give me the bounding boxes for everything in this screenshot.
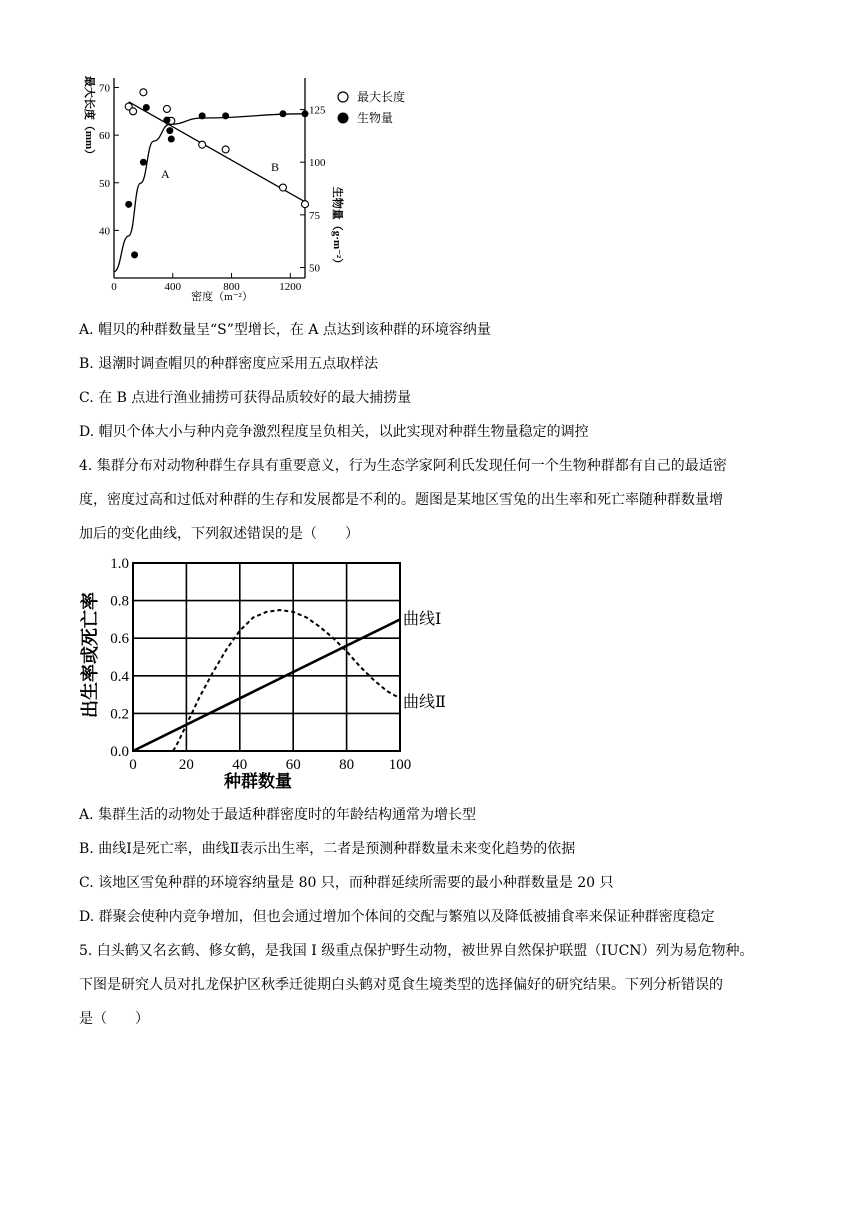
max-length-point bbox=[140, 89, 147, 96]
q4-stem-line-1: 4. 集群分布对动物种群生存具有重要意义，行为生态学家阿利氏发现任何一个生物种群都有自己的最适密 bbox=[79, 458, 727, 474]
chart2-x-tick-label: 80 bbox=[339, 757, 355, 773]
max-length-fit-line bbox=[129, 102, 305, 202]
right-tick-label: 50 bbox=[309, 262, 320, 275]
curve-ii-line bbox=[173, 610, 400, 751]
x-tick-label: 1200 bbox=[279, 281, 302, 293]
x-tick-label: 400 bbox=[164, 281, 182, 293]
x-axis-label-2: 种群数量 bbox=[224, 772, 292, 791]
point-label-a: A bbox=[161, 167, 170, 181]
biomass-point bbox=[131, 251, 138, 258]
legend-open-circle-icon bbox=[338, 92, 348, 102]
chart1-marks bbox=[114, 89, 309, 272]
chart2-y-tick-label: 0.8 bbox=[110, 593, 129, 610]
chart2-y-tick-label: 0.0 bbox=[110, 744, 129, 760]
max-length-point bbox=[199, 141, 206, 148]
left-tick-label: 40 bbox=[99, 225, 110, 238]
chart2-y-tick-label: 0.6 bbox=[110, 631, 129, 648]
biomass-point bbox=[140, 159, 147, 166]
chart2-frame bbox=[133, 563, 400, 751]
q4-option-a: A. 集群生活的动物处于最适种群密度时的年龄结构通常为增长型 bbox=[79, 807, 477, 823]
biomass-point bbox=[166, 127, 173, 134]
biomass-point bbox=[199, 112, 206, 119]
chart2-x-tick-label: 40 bbox=[232, 757, 248, 773]
x-tick-label: 0 bbox=[111, 281, 117, 293]
left-tick-label: 50 bbox=[99, 177, 110, 190]
biomass-fit-curve bbox=[114, 114, 305, 272]
biomass-point bbox=[279, 110, 286, 117]
point-label-b: B bbox=[271, 160, 280, 174]
chart2-x-tick-label: 20 bbox=[178, 757, 194, 773]
biomass-point bbox=[222, 112, 229, 119]
chart2-x-tick-label: 100 bbox=[388, 757, 412, 773]
chart-biomass-length bbox=[76, 66, 436, 306]
legend-label-max-length: 最大长度 bbox=[357, 90, 406, 104]
max-length-point bbox=[279, 184, 286, 191]
chart2-y-tick-label: 0.4 bbox=[110, 668, 129, 685]
biomass-point bbox=[163, 117, 170, 124]
legend-label-biomass: 生物量 bbox=[357, 111, 394, 125]
biomass-point bbox=[143, 104, 150, 111]
left-tick-label: 60 bbox=[99, 130, 110, 143]
x-tick-label: 800 bbox=[223, 281, 240, 293]
right-tick-label: 125 bbox=[309, 104, 326, 117]
max-length-point bbox=[302, 201, 309, 208]
curve-i-label: 曲线Ⅰ bbox=[403, 611, 442, 628]
biomass-point bbox=[125, 201, 132, 208]
chart2-y-tick-label: 1.0 bbox=[110, 556, 129, 572]
max-length-point bbox=[163, 105, 170, 112]
chart2-grid bbox=[133, 563, 400, 751]
q3-option-d: D. 帽贝个体大小与种内竞争激烈程度呈负相关，以此实现对种群生物量稳定的调控 bbox=[79, 424, 589, 440]
chart2-x-tick-label: 60 bbox=[285, 757, 301, 773]
left-axis-label: 最大长度（mm） bbox=[83, 75, 95, 161]
max-length-point bbox=[130, 108, 137, 115]
chart2-y-tick-label: 0.2 bbox=[110, 706, 129, 723]
legend-filled-circle-icon bbox=[338, 113, 349, 124]
right-tick-label: 75 bbox=[309, 209, 320, 222]
q3-option-b: B. 退潮时调查帽贝的种群密度应采用五点取样法 bbox=[79, 356, 379, 372]
biomass-point bbox=[302, 110, 309, 117]
q4-option-d: D. 群聚会使种内竞争增加，但也会通过增加个体间的交配与繁殖以及降低被捕食率来保证种群密度稳定 bbox=[79, 909, 715, 925]
q5-stem-line-3: 是（ ） bbox=[79, 1011, 149, 1027]
q5-stem-line-2: 下图是研究人员对扎龙保护区秋季迁徙期白头鹤对觅食生境类型的选择偏好的研究结果。下列分析错误的 bbox=[79, 977, 723, 993]
q4-stem-line-2: 度，密度过高和过低对种群的生存和发展都是不利的。题图是某地区雪兔的出生率和死亡率随种群数量增 bbox=[79, 492, 723, 508]
q5-stem-line-1: 5. 白头鹤又名玄鹤、修女鹤，是我国 I 级重点保护野生动物，被世界自然保护联盟（IUCN）列为易危物种。 bbox=[79, 943, 754, 959]
chart1-legend bbox=[338, 89, 406, 125]
chart-birth-death-rate bbox=[76, 550, 476, 795]
x-axis-label: 密度（m⁻²） bbox=[191, 291, 253, 303]
q4-option-b: B. 曲线Ⅰ是死亡率，曲线Ⅱ表示出生率，二者是预测种群数量未来变化趋势的依据 bbox=[79, 841, 576, 857]
right-tick-label: 100 bbox=[309, 157, 326, 170]
q4-option-c: C. 该地区雪兔种群的环境容纳量是 80 只，而种群延续所需要的最小种群数量是 20 只 bbox=[79, 875, 614, 891]
chart2-x-tick-label: 0 bbox=[129, 757, 137, 773]
q3-option-c: C. 在 B 点进行渔业捕捞可获得品质较好的最大捕捞量 bbox=[79, 390, 412, 406]
chart2-series bbox=[133, 610, 400, 751]
curve-i-line bbox=[133, 619, 400, 751]
right-axis-label: 生物量（g·m⁻²） bbox=[331, 186, 343, 270]
q4-stem-line-3: 加后的变化曲线，下列叙述错误的是（ ） bbox=[79, 526, 359, 542]
y-axis-label: 出生率或死亡率 bbox=[80, 592, 100, 718]
left-tick-label: 70 bbox=[99, 82, 110, 95]
biomass-point bbox=[168, 136, 175, 143]
max-length-point bbox=[222, 146, 229, 153]
curve-ii-label: 曲线Ⅱ bbox=[403, 694, 446, 711]
q3-option-a: A. 帽贝的种群数量呈“S”型增长，在 A 点达到该种群的环境容纳量 bbox=[79, 322, 491, 338]
